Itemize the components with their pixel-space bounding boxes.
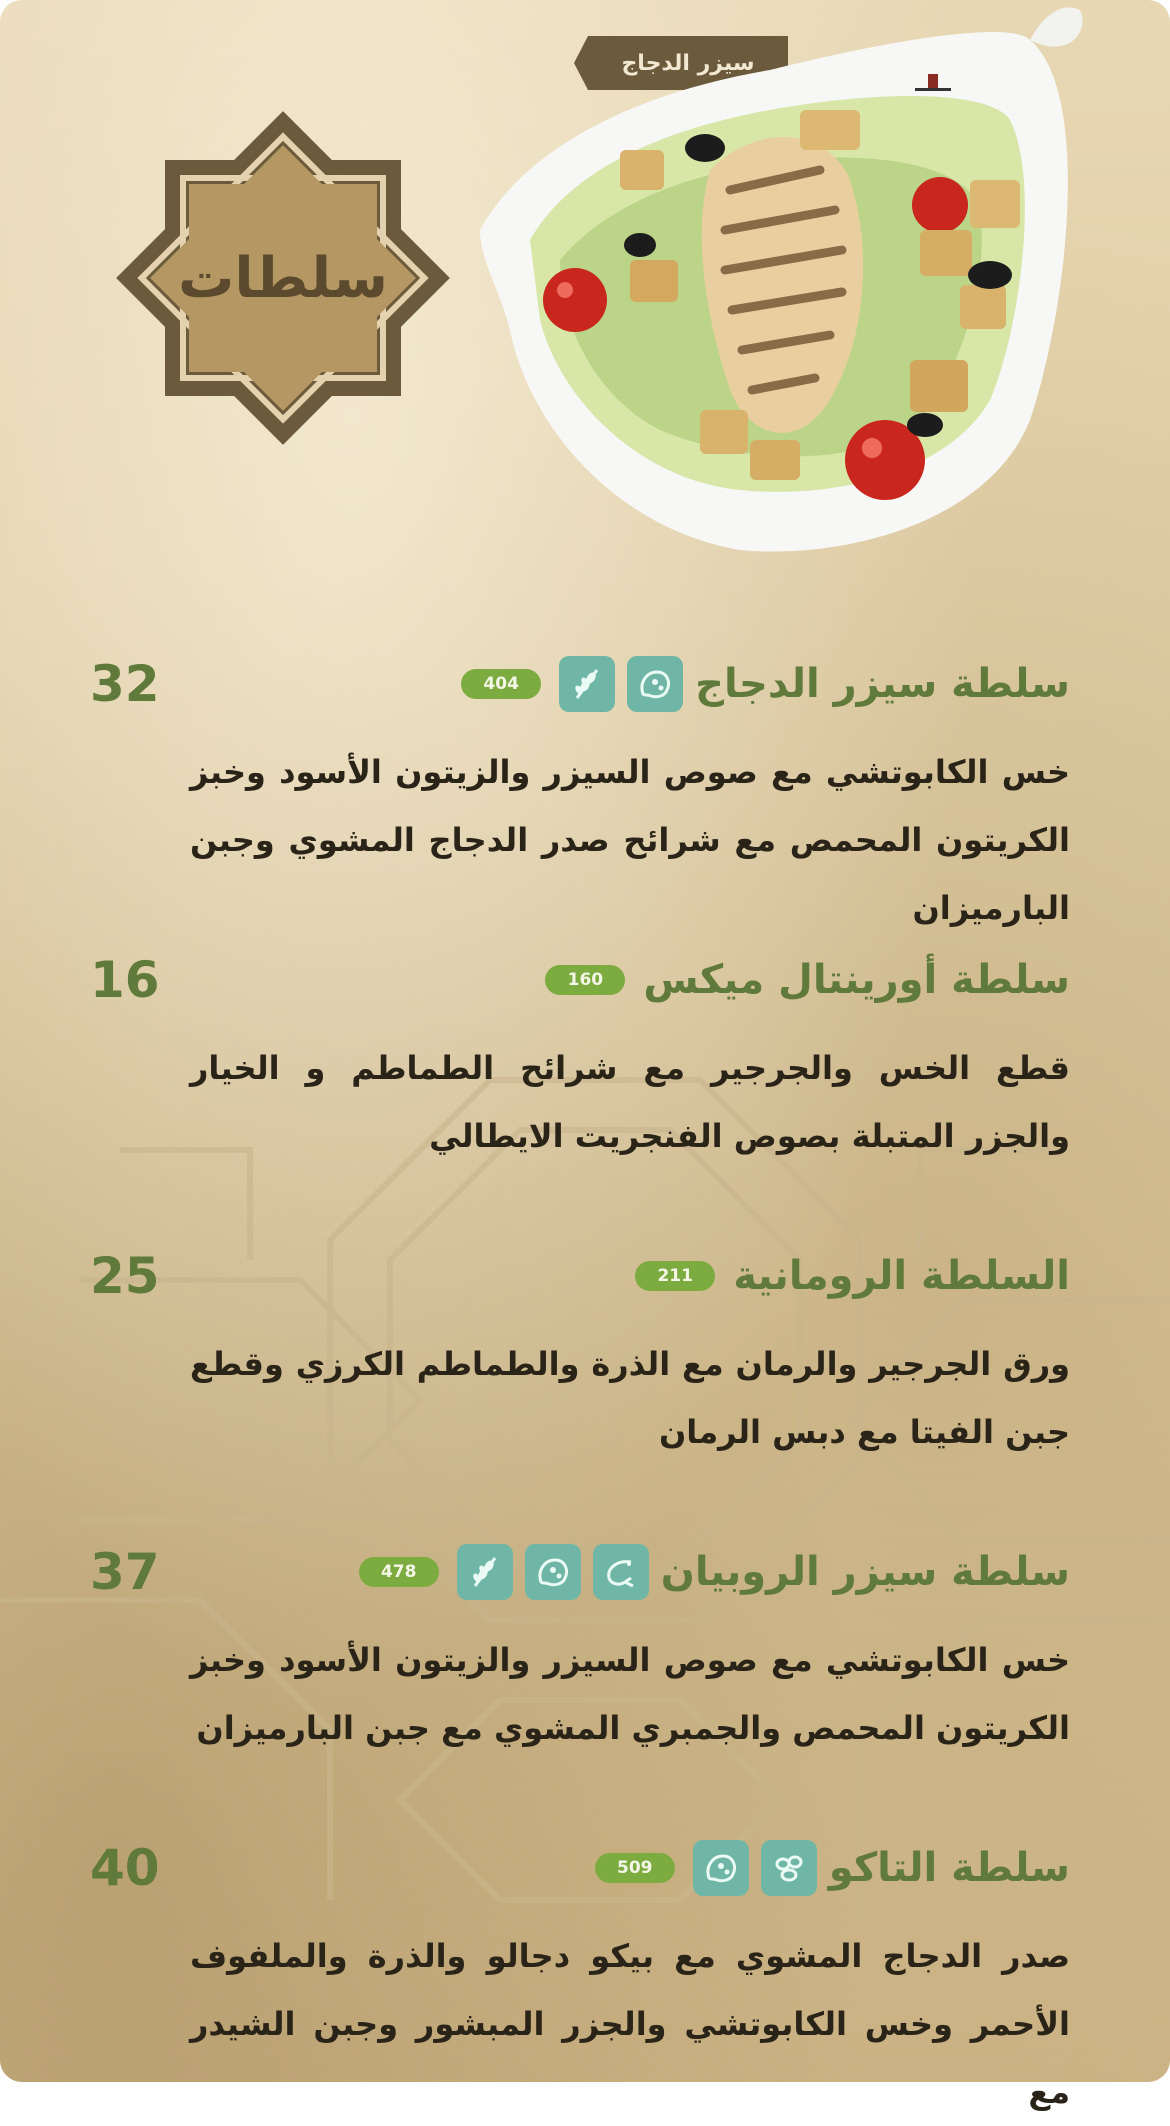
item-title-row [353, 1542, 1070, 1602]
calorie-badge: 160 [545, 965, 625, 995]
dairy-icon [693, 1840, 749, 1896]
item-title-row [455, 654, 1070, 714]
item-title-row [589, 1838, 1070, 1898]
item-name: سلطة سيزر الروبيان [660, 1549, 1070, 1595]
item-description: خس الكابوتشي مع صوص السيزر والزيتون الأسود وخبز الكريتون المحمص والجمبري المشوي مع جبن البارميزان [190, 1641, 1070, 1747]
item-price: 16 [90, 951, 160, 1009]
section-title: سلطات [178, 245, 388, 311]
gluten-icon [457, 1544, 513, 1600]
item-name: سلطة سيزر الدجاج [695, 661, 1070, 707]
gluten-icon [559, 656, 615, 712]
calorie-badge: 211 [635, 1261, 715, 1291]
item-name: سلطة التاكو [828, 1845, 1070, 1891]
item-price: 32 [90, 655, 160, 713]
calorie-badge: 478 [359, 1557, 439, 1587]
item-name: السلطة الرومانية [733, 1253, 1070, 1299]
item-name: سلطة أورينتال ميكس [643, 957, 1070, 1003]
header-tag: سيزر الدجاج [588, 36, 788, 90]
dairy-icon [627, 656, 683, 712]
calorie-badge: 404 [461, 669, 541, 699]
calorie-badge: 509 [595, 1853, 675, 1883]
item-title-row [629, 1246, 1070, 1306]
item-title-row [539, 950, 1070, 1010]
item-price: 37 [90, 1543, 160, 1601]
shellfish-icon [593, 1544, 649, 1600]
item-description: قطع الخس والجرجير مع شرائح الطماطم و الخيار والجزر المتبلة بصوص الفنجريت الايطالي [190, 1049, 1070, 1155]
item-description: خس الكابوتشي مع صوص السيزر والزيتون الأسود وخبز الكريتون المحمص مع شرائح صدر الدجاج المشوي وجبن البارميزان [190, 753, 1070, 927]
item-price: 40 [90, 1839, 160, 1897]
caesar-salad-image [470, 0, 1170, 570]
item-description: صدر الدجاج المشوي مع بيكو دجالو والذرة والملفوف الأحمر وخس الكابوتشي والجزر المبشور وجبن الشيدر مع [190, 1937, 1070, 2111]
item-description: ورق الجرجير والرمان مع الذرة والطماطم الكرزي وقطع جبن الفيتا مع دبس الرمان [190, 1345, 1070, 1451]
nuts-icon [761, 1840, 817, 1896]
item-price: 25 [90, 1247, 160, 1305]
dairy-icon [525, 1544, 581, 1600]
